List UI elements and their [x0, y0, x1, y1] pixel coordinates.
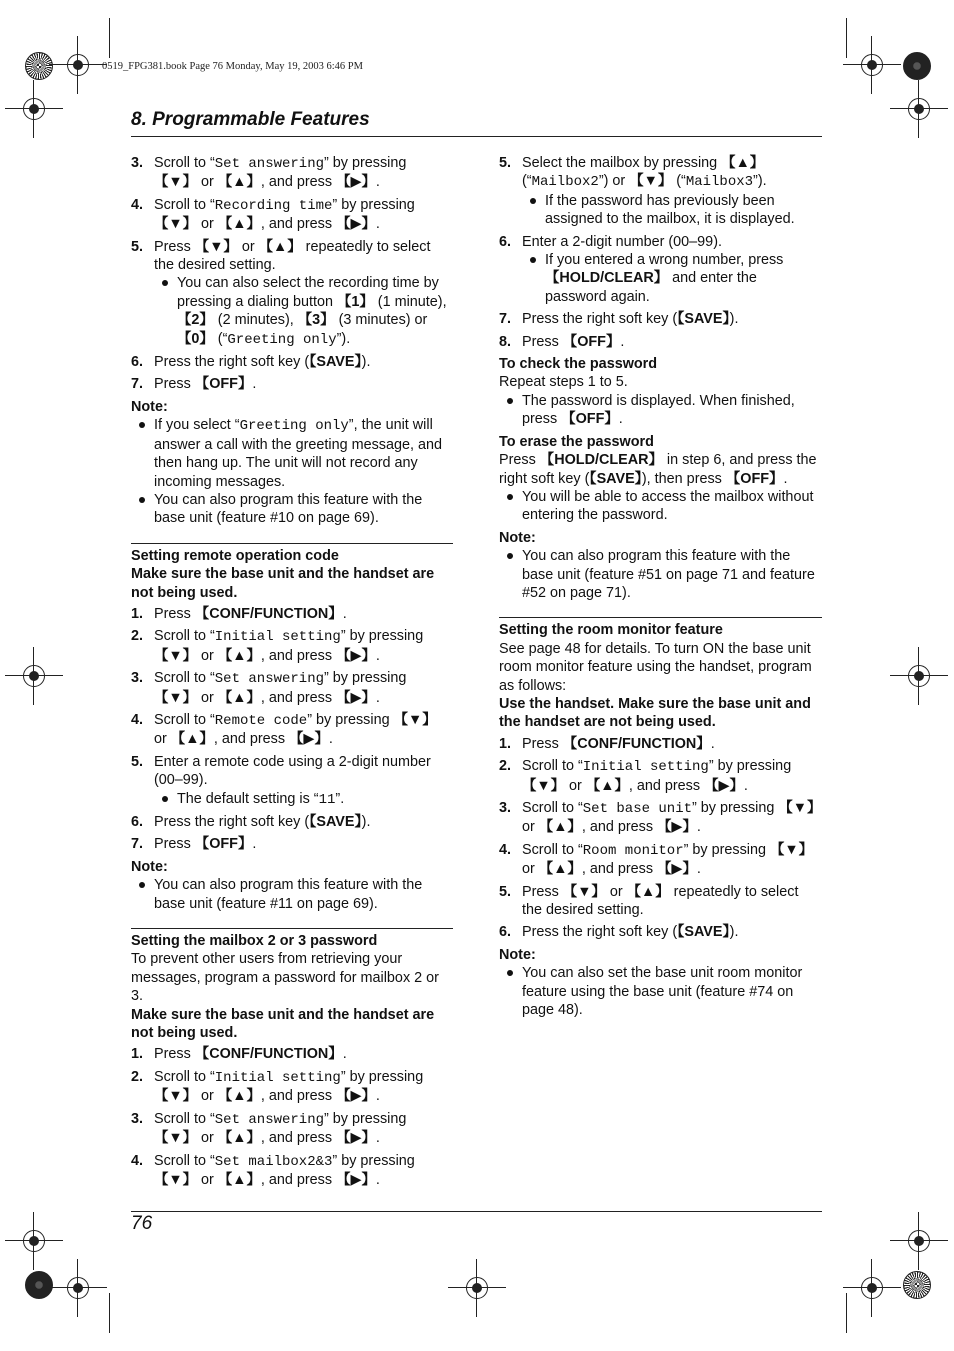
mailbox-warning: Make sure the base unit and the handset are not being used.: [131, 1006, 435, 1042]
mailbox-step-2: 2. Scroll to “Initial setting” by pressing 【▼】 or 【▲】, and press 【▶】.: [131, 1068, 424, 1105]
off-key: 【OFF】: [194, 376, 253, 393]
room-monitor-section-title: Setting the room monitor feature: [499, 617, 822, 639]
right-key: 【▶】: [336, 216, 376, 233]
mailbox-step-7: 7. Press the right soft key (【SAVE】).: [499, 311, 739, 328]
note-bullet: If you select “Greeting only”, the unit will answer a call with the greeting message, and then hang up. The unit will not record any incoming messages.: [131, 416, 453, 491]
save-key: 【SAVE】: [309, 354, 362, 371]
note-bullet: You can also program this feature with the base unit (feature #51 on page 71 and feature #52 on page 71).: [499, 547, 822, 602]
check-password-text: Repeat steps 1 to 5.: [499, 374, 628, 391]
note-bullet: You can also program this feature with the base unit (feature #10 on page 69).: [131, 491, 453, 528]
mailbox-intro: To prevent other users from retrieving your messages, program a password for mailbox 2 or 3.: [131, 951, 439, 1005]
room-monitor-warning: Use the handset. Make sure the base unit and the handset are not being used.: [499, 695, 811, 731]
room-step-6: 6. Press the right soft key (【SAVE】).: [499, 924, 739, 941]
mailbox-password-section-title: Setting the mailbox 2 or 3 password: [131, 928, 453, 950]
bullet-wrong-number: If you entered a wrong number, press 【HOLD/CLEAR】 and enter the password again.: [522, 251, 822, 306]
conf-function-key: 【CONF/FUNCTION】: [194, 605, 343, 622]
registration-mark-icon: [904, 661, 934, 691]
right-key: 【▶】: [336, 174, 376, 191]
erase-password-text: Press 【HOLD/CLEAR】 in step 6, and press the right soft key (【SAVE】), then press 【OFF】.: [499, 452, 817, 487]
section-heading: 8. Programmable Features: [131, 109, 370, 130]
printer-color-target-icon: [903, 1271, 931, 1299]
mailbox-step-3: 3. Scroll to “Set answering” by pressing 【▼】 or 【▲】, and press 【▶】.: [131, 1110, 407, 1147]
note-title: Note:: [499, 946, 536, 963]
mailbox-step-1: 1. Press 【CONF/FUNCTION】.: [131, 1046, 347, 1063]
bullet-default-setting: The default setting is “11”.: [154, 790, 453, 809]
remote-step-1: 1. Press 【CONF/FUNCTION】.: [131, 605, 347, 622]
print-info: 0519_FPG381.book Page 76 Monday, May 19, 2003 6:46 PM: [102, 61, 363, 72]
note-title: Note:: [499, 529, 536, 546]
remote-step-3: 3. Scroll to “Set answering” by pressing 【▼】 or 【▲】, and press 【▶】.: [131, 670, 407, 706]
mailbox-step-6: 6. Enter a 2-digit number (00–99). If you entered a wrong number, press 【HOLD/CLEAR】 and enter the password again.: [499, 233, 822, 307]
crop-mark: [109, 18, 110, 58]
down-key: 【▼】: [154, 216, 198, 233]
up-key: 【▲】: [217, 216, 261, 233]
registration-mark-icon: [857, 1273, 887, 1303]
registration-mark-icon: [19, 1226, 49, 1256]
page-number: 76: [131, 1213, 153, 1234]
hold-clear-key: 【HOLD/CLEAR】: [545, 270, 669, 287]
note-title: Note:: [131, 858, 168, 875]
right-column: [499, 154, 822, 1019]
remote-code-warning: Make sure the base unit and the handset are not being used.: [131, 566, 435, 601]
up-key: 【▲】: [258, 238, 302, 255]
remote-code-section-title: Setting remote operation code: [131, 543, 453, 565]
down-key: 【▼】: [154, 174, 198, 191]
mailbox-step-8: 8. Press 【OFF】.: [499, 333, 625, 350]
room-step-3: 3. Scroll to “Set base unit” by pressing 【▼】 or 【▲】, and press 【▶】.: [499, 800, 822, 836]
header-rule: [131, 136, 822, 137]
room-step-1: 1. Press 【CONF/FUNCTION】.: [499, 735, 715, 752]
printer-color-target-icon: [25, 52, 53, 80]
note-bullet: You can also set the base unit room monitor feature using the base unit (feature #74 on page 48).: [499, 964, 822, 1019]
printer-color-target-icon: [903, 52, 931, 80]
registration-mark-icon: [904, 94, 934, 124]
footer-rule: [131, 1211, 822, 1212]
remote-step-4: 4. Scroll to “Remote code” by pressing 【▼】 or 【▲】, and press 【▶】.: [131, 711, 437, 748]
room-step-2: 2. Scroll to “Initial setting” by pressing 【▼】 or 【▲】, and press 【▶】.: [499, 758, 792, 794]
registration-mark-icon: [63, 1273, 93, 1303]
crop-mark: [846, 18, 847, 58]
registration-mark-icon: [19, 661, 49, 691]
left-column: [131, 154, 453, 1193]
erase-password-title: To erase the password: [499, 433, 654, 450]
remote-step-2: 2. Scroll to “Initial setting” by pressing 【▼】 or 【▲】, and press 【▶】.: [131, 628, 424, 664]
note-bullet: You can also program this feature with the base unit (feature #11 on page 69).: [131, 876, 453, 913]
step-3-set-answering: 3. Scroll to “Set answering” by pressing 【▼】 or 【▲】, and press 【▶】.: [131, 155, 407, 191]
erase-password-bullet: You will be able to access the mailbox without entering the password.: [499, 488, 822, 525]
check-password-bullet: The password is displayed. When finished, press 【OFF】.: [499, 392, 822, 429]
step-5-select-setting: 5. Press 【▼】 or 【▲】 repeatedly to select the desired setting. You can also select the recording time by pressing a dialing button 【1】 (1 minute), 【2】 (2 minutes), 【3】 (3 minutes) or 【0】 (“Greeting only”).: [131, 238, 453, 349]
down-key: 【▼】: [194, 238, 238, 255]
printer-color-target-icon: [25, 1271, 53, 1299]
registration-mark-icon: [63, 50, 93, 80]
remote-step-6: 6. Press the right soft key (【SAVE】).: [131, 814, 371, 830]
registration-mark-icon: [462, 1273, 492, 1303]
bullet-recording-time: You can also select the recording time by pressing a dialing button 【1】 (1 minute), 【2】 (2 minutes), 【3】 (3 minutes) or 【0】 (“Greeting only”).: [154, 274, 453, 349]
remote-step-5: 5. Enter a remote code using a 2-digit number (00–99). The default setting is “11”.: [131, 753, 453, 809]
remote-step-7: 7. Press 【OFF】.: [131, 836, 257, 853]
registration-mark-icon: [19, 94, 49, 124]
note-title: Note:: [131, 398, 168, 415]
up-key: 【▲】: [217, 174, 261, 191]
registration-mark-icon: [904, 1226, 934, 1256]
step-6-save: 6. Press the right soft key (【SAVE】).: [131, 354, 371, 371]
crop-mark: [846, 1293, 847, 1333]
step-4-recording-time: 4. Scroll to “Recording time” by pressing 【▼】 or 【▲】, and press 【▶】.: [131, 196, 415, 233]
room-monitor-intro: See page 48 for details. To turn ON the base unit room monitor feature using the handset, program as follows:: [499, 640, 812, 694]
bullet-password-displayed: If the password has previously been assigned to the mailbox, it is displayed.: [522, 192, 822, 229]
mailbox-step-4: 4. Scroll to “Set mailbox2&3” by pressing 【▼】 or 【▲】, and press 【▶】.: [131, 1152, 415, 1188]
mailbox-step-5: 5. Select the mailbox by pressing 【▲】 (“Mailbox2”) or 【▼】 (“Mailbox3”). If the password has previously been assigned to the mailbox, it is displayed.: [499, 154, 822, 229]
step-7-off: 7. Press 【OFF】.: [131, 376, 257, 393]
crop-mark: [109, 1293, 110, 1333]
room-step-4: 4. Scroll to “Room monitor” by pressing 【▼】 or 【▲】, and press 【▶】.: [499, 841, 814, 878]
registration-mark-icon: [857, 50, 887, 80]
check-password-title: To check the password: [499, 356, 658, 373]
room-step-5: 5. Press 【▼】 or 【▲】 repeatedly to select the desired setting.: [499, 883, 799, 919]
